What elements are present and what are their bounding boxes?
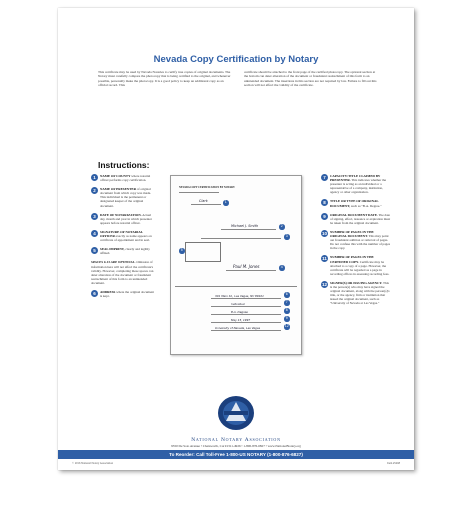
item-text: This is the person(s) who may have signed the original document, along with the person(s)'s title, or the agency, firm or institution that issued the original document, such as "University of Nevada at Las Vegas." [330,280,390,306]
form-line [221,229,276,230]
form-badge: 5 [180,248,183,252]
form-signature: Paul M. Jones [233,264,260,269]
item-text: of original document from which copy was made. This individual is the permanent or designated keeper of the original document. [100,187,152,208]
instruction-item [91,290,157,298]
item-head: SEAL IMPRINT, [100,247,125,252]
item-number: Item #5468 [387,462,400,465]
instruction-item [321,230,391,250]
form-line [211,322,281,323]
item-head: SIGNER(S) OR ISSUING AGENCY. [330,280,383,285]
item-text: where the original document is kept. [100,289,155,299]
form-badge: 2 [280,224,283,228]
item-text: The date of signing, effect, issuance or expiration must be taken from the original document. [330,212,391,225]
number-badge: 11 [322,256,327,262]
form-heading: NEVADA COPY CERTIFICATION BY NOTARY [179,186,235,189]
item-text: exactly as name appears on certificate of appointment and in seal. [100,234,152,243]
form-doc-type: B.A. Degree [231,310,248,314]
item-head: NUMBER OF PAGES IN THE ORIGINAL DOCUMENT. [330,229,374,239]
form-county: Clark [199,199,208,203]
form-line [191,204,221,205]
instruction-item [321,199,391,207]
organization-address: 9350 De Soto Avenue • Chatsworth, CA 91311-4926 • 1-800-876-6827 • www.NationalNotary.org [171,444,301,448]
item-head: CAPACITY/TITLE CLAIMED BY PRESENTER. [330,174,381,183]
instruction-item [321,213,391,225]
sample-certificate-form [170,175,302,355]
form-divider [175,286,297,287]
form-badge: 4 [280,265,283,269]
form-badge: 8 [285,308,288,312]
seal-box [185,242,221,262]
form-line [211,306,281,307]
number-badge: 7 [321,174,328,181]
item-head: DATE OF NOTARIZATION. [100,212,142,217]
form-doc-date: May 15, 1997 [231,318,251,322]
instruction-item [91,213,157,225]
item-head: TITLE OR TYPE OF ORIGINAL DOCUMENT, [330,199,379,208]
instruction-item [91,174,157,182]
form-line [211,330,281,331]
instructions-left-list [91,174,157,303]
number-badge: 3 [91,213,98,220]
number-badge: 12 [321,281,327,287]
number-badge: 10 [321,230,327,236]
item-text: Actual day, month and year in which presenter appears before notarial officer. [100,212,152,225]
instruction-item [321,255,391,275]
form-signer: University of Nevada, Las Vegas [215,326,261,330]
number-badge: 2 [91,187,98,194]
form-badge: 12 [284,324,289,328]
form-line [226,270,276,271]
item-head: NUMBER OF PAGES IN THE CERTIFIED COPY. [330,255,374,264]
copyright: © 2016 National Notary Association [72,462,113,465]
reorder-bar: To Reorder: Call Toll-Free 1-800-US NOTARY (1-800-876-6827) [58,450,414,459]
instruction-item [91,247,157,255]
form-capacity: Individual [231,302,245,306]
number-badge: 4 [91,230,98,237]
intro-left-column: This certificate may be used by Nevada Notaries to certify true copies of original documents. The Notary must carefully compare the photocopy that is being certified to the original, and whenever possible, personally make the photocopy. It is a good policy to keep an additional copy as an official record. This [98,70,231,88]
number-badge: 6 [91,290,98,297]
item-text: Certificate may be attached to a copy of a page. However, the certificate will be regarded as a page in recording offices in assessing recording fees. [330,259,390,276]
form-line [211,298,281,299]
item-head: NAME OF COUNTY [100,174,131,178]
item-text: such as "B.A. Degree." [351,203,382,208]
form-badge: 1 [224,200,227,204]
instruction-item [321,281,391,306]
document-title: Nevada Copy Certification by Notary [153,54,319,65]
number-badge: 8 [321,199,328,206]
form-address: 301 Main St., Las Vegas, NV 89101 [215,294,264,298]
number-badge: 5 [91,247,98,254]
form-line [201,238,281,239]
nna-logo-icon [210,393,262,433]
organization-name: National Notary Association [191,437,281,443]
item-head: SIGNATURE OF NOTARIAL OFFICER [100,229,143,239]
item-head: ORIGINAL DOCUMENT DATE. [330,212,378,217]
certificate-sheet [58,8,414,470]
form-badge: 9 [285,316,288,320]
form-line [179,192,219,193]
item-text: where notarial officer performs copy certification. [100,174,151,183]
instruction-item [91,187,157,207]
item-text: This indicates whether the presenter is acting as an individual or a representative of a company, institution, agency or other organization. [330,178,387,195]
form-badge: 6 [285,292,288,296]
optional-note [91,260,157,285]
form-badge: 3 [285,234,288,238]
instructions-heading: Instructions: [98,160,150,170]
instruction-item [91,230,157,242]
form-presenter: Michael J. Smith [231,224,259,228]
instruction-item [321,174,391,194]
optional-note-text: Omission of information here will not affect the certificate's validity. However, completing these spaces can deter alteration of the document or fraudulent reattachment of this form to an unintended document. [91,260,154,285]
instructions-right-list [321,174,391,310]
number-badge: 1 [91,174,98,181]
number-badge: 9 [321,213,328,220]
optional-note-head: SPACES 6-13 ARE OPTIONAL. [91,260,136,265]
item-head: ADDRESS [100,289,116,294]
item-head: NAME OF PRESENTER [100,187,136,192]
form-badge: 7 [285,300,288,304]
form-line [211,314,281,315]
item-text: This may point out fraudulent addition or removal of pages. Do not confuse this with the number of pages in the copy. [330,234,391,251]
item-text: clearly and legibly affixed. [100,247,150,256]
intro-right-column: certificate should be attached to the front page of the certified photocopy. The optional section at the bottom can deter alteration of the document or fraudulent reattachment of this form to an unintended document. The insertions in this section are not required by law. Failure to fill out this section will not affect the validity of the certificate. [244,70,377,88]
